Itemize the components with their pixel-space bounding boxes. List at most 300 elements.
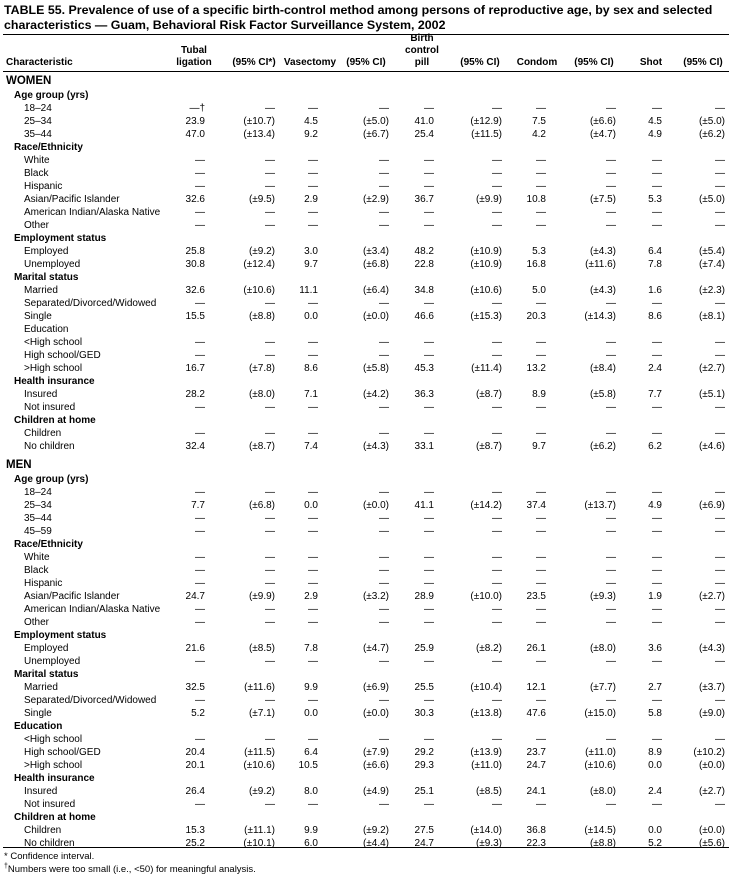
group-heading-row xyxy=(0,772,732,785)
cell-pill: 22.8 xyxy=(414,259,434,270)
cell-vasectomy: — xyxy=(308,734,318,745)
cell-pill: 41.1 xyxy=(414,500,434,511)
cell-pill: — xyxy=(424,617,434,628)
row-label: 35–44 xyxy=(24,129,52,140)
dagger-symbol: † xyxy=(4,862,8,870)
cell-pill-ci: — xyxy=(492,799,502,810)
row-label: Race/Ethnicity xyxy=(14,142,83,153)
row-label: Asian/Pacific Islander xyxy=(24,591,120,602)
row-label: 18–24 xyxy=(24,487,52,498)
cell-pill-ci: (±11.0) xyxy=(471,760,502,771)
cell-condom: 5.0 xyxy=(532,285,546,296)
cell-tubal-ci: — xyxy=(265,220,275,231)
cell-condom: 23.7 xyxy=(526,747,546,758)
row-label: WOMEN xyxy=(6,75,52,87)
cell-vasectomy-ci: — xyxy=(379,350,389,361)
cell-condom-ci: — xyxy=(606,298,616,309)
cell-tubal-ligation: 32.6 xyxy=(185,285,205,296)
cell-condom: 13.2 xyxy=(526,363,546,374)
cell-shot: — xyxy=(652,220,662,231)
cell-vasectomy: — xyxy=(308,181,318,192)
cell-vasectomy-ci: — xyxy=(379,181,389,192)
cell-pill-ci: (±10.0) xyxy=(470,591,502,602)
cell-vasectomy: — xyxy=(308,617,318,628)
group-heading-row xyxy=(0,375,732,388)
group-heading-row xyxy=(0,141,732,154)
cell-condom-ci: (±6.2) xyxy=(589,441,616,452)
cell-shot-ci: — xyxy=(715,513,725,524)
cell-pill-ci: — xyxy=(492,578,502,589)
group-heading-row xyxy=(0,668,732,681)
row-label: Race/Ethnicity xyxy=(14,539,83,550)
cell-condom: 24.7 xyxy=(526,760,546,771)
cell-tubal-ligation: 26.4 xyxy=(185,786,205,797)
cell-pill-ci: — xyxy=(492,428,502,439)
cell-pill-ci: — xyxy=(492,350,502,361)
table-row xyxy=(0,798,732,811)
cell-shot: 5.3 xyxy=(648,194,662,205)
row-label: Hispanic xyxy=(24,578,63,589)
header-ci-1: (95% CI*) xyxy=(232,57,276,68)
cell-condom: 47.6 xyxy=(526,708,546,719)
cell-shot: — xyxy=(652,402,662,413)
cell-condom: 12.1 xyxy=(526,682,546,693)
cell-vasectomy-ci: — xyxy=(379,578,389,589)
cell-tubal-ci: — xyxy=(265,207,275,218)
table-row xyxy=(0,180,732,193)
cell-condom-ci: — xyxy=(606,350,616,361)
cell-tubal-ci: — xyxy=(265,103,275,114)
group-heading-row xyxy=(0,414,732,427)
row-label: Separated/Divorced/Widowed xyxy=(24,298,157,309)
cell-shot-ci: — xyxy=(715,220,725,231)
cell-tubal-ligation: — xyxy=(195,513,205,524)
cell-condom-ci: (±7.7) xyxy=(589,682,616,693)
cell-tubal-ci: (±8.8) xyxy=(248,311,275,322)
row-label: Separated/Divorced/Widowed xyxy=(24,695,157,706)
cell-shot: — xyxy=(652,578,662,589)
cell-pill: 30.3 xyxy=(414,708,434,719)
cell-vasectomy-ci: (±6.8) xyxy=(362,259,389,270)
row-label: Insured xyxy=(24,786,58,797)
cell-tubal-ci: — xyxy=(265,168,275,179)
cell-tubal-ligation: — xyxy=(195,617,205,628)
section-heading-row xyxy=(0,73,732,89)
cell-vasectomy: 11.1 xyxy=(299,285,318,296)
cell-tubal-ligation: 24.7 xyxy=(185,591,205,602)
cell-tubal-ci: — xyxy=(265,565,275,576)
row-label: 18–24 xyxy=(24,103,52,114)
table-row xyxy=(0,616,732,629)
cell-condom-ci: (±8.0) xyxy=(589,643,616,654)
header-condom: Condom xyxy=(516,57,558,68)
table-row xyxy=(0,401,732,414)
cell-vasectomy-ci: — xyxy=(379,552,389,563)
cell-shot: 1.9 xyxy=(648,591,662,602)
cell-tubal-ci: (±6.8) xyxy=(248,500,275,511)
cell-shot-ci: — xyxy=(715,350,725,361)
table-row xyxy=(0,128,732,141)
row-label: Employment status xyxy=(14,630,107,641)
cell-condom: — xyxy=(536,337,546,348)
cell-shot-ci: — xyxy=(715,181,725,192)
cell-tubal-ci: — xyxy=(265,337,275,348)
row-label: High school/GED xyxy=(24,350,101,361)
cell-condom-ci: (±4.3) xyxy=(589,285,616,296)
cell-tubal-ci: — xyxy=(265,552,275,563)
cell-pill: 33.1 xyxy=(414,441,434,452)
cell-shot-ci: — xyxy=(715,168,725,179)
cell-pill: — xyxy=(424,298,434,309)
cell-tubal-ligation: — xyxy=(195,565,205,576)
section-heading-row xyxy=(0,457,732,473)
cell-condom: 4.2 xyxy=(532,129,546,140)
row-label: Education xyxy=(14,721,63,732)
cell-tubal-ci: (±10.1) xyxy=(243,838,275,849)
row-label: Age group (yrs) xyxy=(14,474,89,485)
table-row xyxy=(0,707,732,720)
cell-shot-ci: (±6.2) xyxy=(698,129,725,140)
cell-pill-ci: (±10.9) xyxy=(470,259,502,270)
cell-pill: 48.2 xyxy=(414,246,434,257)
cell-condom-ci: (±8.4) xyxy=(589,363,616,374)
table-row xyxy=(0,785,732,798)
cell-vasectomy-ci: (±4.7) xyxy=(362,643,389,654)
cell-condom-ci: (±6.6) xyxy=(589,116,616,127)
cell-tubal-ligation: 30.8 xyxy=(185,259,205,270)
row-label: 45–59 xyxy=(24,526,52,537)
cell-pill: — xyxy=(424,656,434,667)
cell-shot-ci: — xyxy=(715,526,725,537)
row-label: American Indian/Alaska Native xyxy=(24,207,161,218)
table-row xyxy=(0,310,732,323)
cell-vasectomy: 7.4 xyxy=(304,441,318,452)
row-label: No children xyxy=(24,441,75,452)
cell-condom: — xyxy=(536,526,546,537)
cell-condom-ci: — xyxy=(606,695,616,706)
cell-vasectomy-ci: (±4.2) xyxy=(362,389,389,400)
cell-tubal-ci: — xyxy=(265,487,275,498)
cell-condom-ci: — xyxy=(606,207,616,218)
row-label: Other xyxy=(24,220,50,231)
row-label: Asian/Pacific Islander xyxy=(24,194,120,205)
cell-pill: — xyxy=(424,337,434,348)
cell-tubal-ligation: — xyxy=(195,168,205,179)
header-ci-2: (95% CI) xyxy=(346,57,386,68)
table-row xyxy=(0,245,732,258)
cell-vasectomy-ci: — xyxy=(379,168,389,179)
cell-tubal-ci: (±11.5) xyxy=(244,747,275,758)
cell-shot-ci: — xyxy=(715,402,725,413)
cell-condom: 7.5 xyxy=(532,116,546,127)
cell-condom: — xyxy=(536,220,546,231)
row-label: Children at home xyxy=(14,812,96,823)
cell-tubal-ci: — xyxy=(265,617,275,628)
row-label: Health insurance xyxy=(14,376,95,387)
table-row xyxy=(0,323,732,336)
cell-tubal-ci: (±8.7) xyxy=(248,441,275,452)
cell-vasectomy: — xyxy=(308,552,318,563)
cell-tubal-ligation: — xyxy=(195,181,205,192)
cell-condom: 22.3 xyxy=(526,838,546,849)
cell-shot: 4.5 xyxy=(648,116,662,127)
cell-shot: — xyxy=(652,207,662,218)
header-ci-5: (95% CI) xyxy=(683,57,723,68)
cell-vasectomy: — xyxy=(308,155,318,166)
cell-tubal-ligation: 32.5 xyxy=(185,682,205,693)
cell-condom-ci: — xyxy=(606,734,616,745)
cell-pill-ci: — xyxy=(492,337,502,348)
cell-shot-ci: (±5.6) xyxy=(698,838,725,849)
cell-shot-ci: — xyxy=(715,617,725,628)
row-label: High school/GED xyxy=(24,747,101,758)
cell-condom: — xyxy=(536,552,546,563)
cell-condom-ci: — xyxy=(606,337,616,348)
cell-tubal-ci: (±10.6) xyxy=(243,760,275,771)
cell-condom-ci: (±4.3) xyxy=(589,246,616,257)
cell-vasectomy: 9.9 xyxy=(304,825,318,836)
cell-shot: — xyxy=(652,513,662,524)
cell-condom-ci: (±9.3) xyxy=(589,591,616,602)
cell-tubal-ci: — xyxy=(265,350,275,361)
row-label: Marital status xyxy=(14,669,79,680)
cell-shot: — xyxy=(652,337,662,348)
cell-vasectomy: 9.2 xyxy=(304,129,318,140)
cell-pill-ci: — xyxy=(492,656,502,667)
cell-vasectomy-ci: — xyxy=(379,799,389,810)
table-row xyxy=(0,427,732,440)
cell-condom-ci: — xyxy=(606,168,616,179)
cell-condom-ci: (±14.3) xyxy=(584,311,616,322)
row-label: Black xyxy=(24,565,49,576)
row-label: American Indian/Alaska Native xyxy=(24,604,161,615)
cell-shot-ci: — xyxy=(715,578,725,589)
cell-pill: 27.5 xyxy=(414,825,434,836)
cell-vasectomy-ci: — xyxy=(379,617,389,628)
cell-tubal-ligation: — xyxy=(195,799,205,810)
cell-vasectomy-ci: — xyxy=(379,487,389,498)
cell-shot-ci: — xyxy=(715,155,725,166)
cell-condom-ci: (±4.7) xyxy=(589,129,616,140)
cell-shot: — xyxy=(652,734,662,745)
cell-tubal-ci: (±10.6) xyxy=(243,285,275,296)
cell-condom: — xyxy=(536,168,546,179)
cell-shot-ci: — xyxy=(715,428,725,439)
cell-vasectomy-ci: — xyxy=(379,513,389,524)
cell-shot-ci: — xyxy=(715,103,725,114)
cell-tubal-ci: — xyxy=(265,578,275,589)
group-heading-row xyxy=(0,811,732,824)
cell-pill: — xyxy=(424,155,434,166)
cell-tubal-ci: (±13.4) xyxy=(243,129,275,140)
cell-condom: — xyxy=(536,428,546,439)
cell-vasectomy: — xyxy=(308,337,318,348)
cell-shot-ci: — xyxy=(715,695,725,706)
cell-pill-ci: (±13.8) xyxy=(470,708,502,719)
cell-condom: — xyxy=(536,799,546,810)
cell-pill: 36.3 xyxy=(414,389,434,400)
cell-shot: 0.0 xyxy=(648,825,662,836)
cell-vasectomy-ci: (±2.9) xyxy=(362,194,389,205)
header-ci-3: (95% CI) xyxy=(460,57,500,68)
cell-tubal-ligation: 25.2 xyxy=(185,838,205,849)
row-label: 35–44 xyxy=(24,513,52,524)
cell-vasectomy: 6.4 xyxy=(304,747,318,758)
cell-shot: — xyxy=(652,487,662,498)
cell-tubal-ligation: — xyxy=(195,155,205,166)
cell-vasectomy-ci: (±4.4) xyxy=(362,838,389,849)
cell-shot-ci: (±5.1) xyxy=(698,389,725,400)
cell-shot: — xyxy=(652,617,662,628)
cell-vasectomy: 9.7 xyxy=(304,259,318,270)
cell-shot-ci: — xyxy=(715,337,725,348)
cell-condom-ci: (±8.0) xyxy=(589,786,616,797)
cell-pill: 29.3 xyxy=(414,760,434,771)
table-row xyxy=(0,681,732,694)
cell-vasectomy-ci: (±4.9) xyxy=(362,786,389,797)
cell-tubal-ligation: 28.2 xyxy=(185,389,205,400)
cell-tubal-ci: (±8.0) xyxy=(248,389,275,400)
cell-pill: — xyxy=(424,695,434,706)
cell-pill-ci: (±8.7) xyxy=(475,441,502,452)
row-label: Other xyxy=(24,617,50,628)
cell-shot-ci: (±2.7) xyxy=(698,786,725,797)
cell-tubal-ligation: 15.5 xyxy=(185,311,205,322)
cell-condom: 36.8 xyxy=(526,825,546,836)
row-label: Unemployed xyxy=(24,259,81,270)
cell-condom: 10.8 xyxy=(526,194,546,205)
cell-tubal-ligation: — xyxy=(195,656,205,667)
table-row xyxy=(0,167,732,180)
cell-pill: 34.8 xyxy=(414,285,434,296)
row-label: Hispanic xyxy=(24,181,63,192)
cell-vasectomy-ci: (±0.0) xyxy=(362,500,389,511)
cell-condom: — xyxy=(536,298,546,309)
cell-condom: — xyxy=(536,578,546,589)
cell-shot-ci: (±0.0) xyxy=(698,825,725,836)
cell-pill-ci: (±8.7) xyxy=(475,389,502,400)
cell-condom-ci: — xyxy=(606,487,616,498)
group-heading-row xyxy=(0,232,732,245)
cell-tubal-ligation: — xyxy=(195,337,205,348)
cell-tubal-ligation: — xyxy=(195,695,205,706)
cell-tubal-ci: (±8.5) xyxy=(248,643,275,654)
cell-pill-ci: (±14.0) xyxy=(470,825,502,836)
row-label: Marital status xyxy=(14,272,79,283)
cell-tubal-ligation: 5.2 xyxy=(191,708,205,719)
cell-pill: — xyxy=(424,604,434,615)
cell-tubal-ligation: — xyxy=(195,552,205,563)
cell-tubal-ligation: — xyxy=(195,578,205,589)
cell-shot-ci: — xyxy=(715,552,725,563)
cell-vasectomy: — xyxy=(308,168,318,179)
cell-vasectomy: — xyxy=(308,604,318,615)
group-heading-row xyxy=(0,271,732,284)
cell-tubal-ligation: — xyxy=(195,207,205,218)
cell-condom: — xyxy=(536,695,546,706)
cell-condom: 23.5 xyxy=(526,591,546,602)
header-vasectomy: Vasectomy xyxy=(283,57,337,68)
table-row xyxy=(0,349,732,362)
cell-vasectomy: 8.6 xyxy=(304,363,318,374)
cell-tubal-ci: (±9.2) xyxy=(248,246,275,257)
cell-vasectomy-ci: — xyxy=(379,155,389,166)
cell-condom-ci: (±8.8) xyxy=(589,838,616,849)
cell-shot: 4.9 xyxy=(648,500,662,511)
row-label: Unemployed xyxy=(24,656,81,667)
cell-shot: — xyxy=(652,656,662,667)
cell-tubal-ligation: 23.9 xyxy=(185,116,205,127)
table-row xyxy=(0,525,732,538)
cell-condom: 20.3 xyxy=(526,311,546,322)
cell-shot: — xyxy=(652,181,662,192)
cell-pill: 25.4 xyxy=(414,129,434,140)
cell-vasectomy: 10.5 xyxy=(298,760,318,771)
cell-condom-ci: (±14.5) xyxy=(584,825,616,836)
cell-condom: — xyxy=(536,487,546,498)
cell-tubal-ci: (±7.8) xyxy=(248,363,275,374)
cell-shot: — xyxy=(652,103,662,114)
cell-pill-ci: — xyxy=(492,526,502,537)
cell-shot: — xyxy=(652,298,662,309)
cell-pill-ci: — xyxy=(492,207,502,218)
cell-shot: 6.2 xyxy=(648,441,662,452)
group-heading-row xyxy=(0,473,732,486)
table-row xyxy=(0,297,732,310)
table-row xyxy=(0,837,732,850)
cell-vasectomy-ci: — xyxy=(379,207,389,218)
cell-shot-ci: (±2.7) xyxy=(698,591,725,602)
cell-vasectomy-ci: — xyxy=(379,220,389,231)
cell-condom-ci: (±15.0) xyxy=(584,708,616,719)
cell-pill-ci: (±13.9) xyxy=(470,747,502,758)
cell-vasectomy-ci: — xyxy=(379,337,389,348)
cell-condom-ci: (±5.8) xyxy=(589,389,616,400)
cell-tubal-ligation: 7.7 xyxy=(191,500,205,511)
cell-tubal-ci: (±12.4) xyxy=(243,259,275,270)
cell-pill-ci: — xyxy=(492,695,502,706)
table-row xyxy=(0,258,732,271)
cell-vasectomy-ci: (±4.3) xyxy=(362,441,389,452)
cell-vasectomy: — xyxy=(308,513,318,524)
row-label: Health insurance xyxy=(14,773,95,784)
footnote-small-numbers xyxy=(4,864,256,876)
cell-shot-ci: (±5.0) xyxy=(698,116,725,127)
cell-pill: — xyxy=(424,103,434,114)
cell-shot: 8.9 xyxy=(648,747,662,758)
row-label: Single xyxy=(24,311,52,322)
cell-condom-ci: — xyxy=(606,799,616,810)
table-row xyxy=(0,590,732,603)
cell-pill: — xyxy=(424,402,434,413)
cell-vasectomy: 2.9 xyxy=(304,591,318,602)
row-label: Education xyxy=(24,324,69,335)
footnote-small-text: Numbers were too small (i.e., <50) for meaningful analysis. xyxy=(7,864,256,875)
cell-vasectomy: — xyxy=(308,103,318,114)
cell-tubal-ci: (±9.9) xyxy=(248,591,275,602)
cell-pill-ci: — xyxy=(492,552,502,563)
cell-shot-ci: — xyxy=(715,487,725,498)
row-label: Not insured xyxy=(24,799,76,810)
row-label: Employment status xyxy=(14,233,107,244)
cell-shot-ci: (±4.6) xyxy=(698,441,725,452)
cell-tubal-ligation: 25.8 xyxy=(185,246,205,257)
cell-shot: 8.6 xyxy=(648,311,662,322)
cell-tubal-ci: (±9.5) xyxy=(248,194,275,205)
cell-vasectomy-ci: (±6.6) xyxy=(362,760,389,771)
cell-pill-ci: (±10.6) xyxy=(470,285,502,296)
cell-pill: 24.7 xyxy=(414,838,434,849)
